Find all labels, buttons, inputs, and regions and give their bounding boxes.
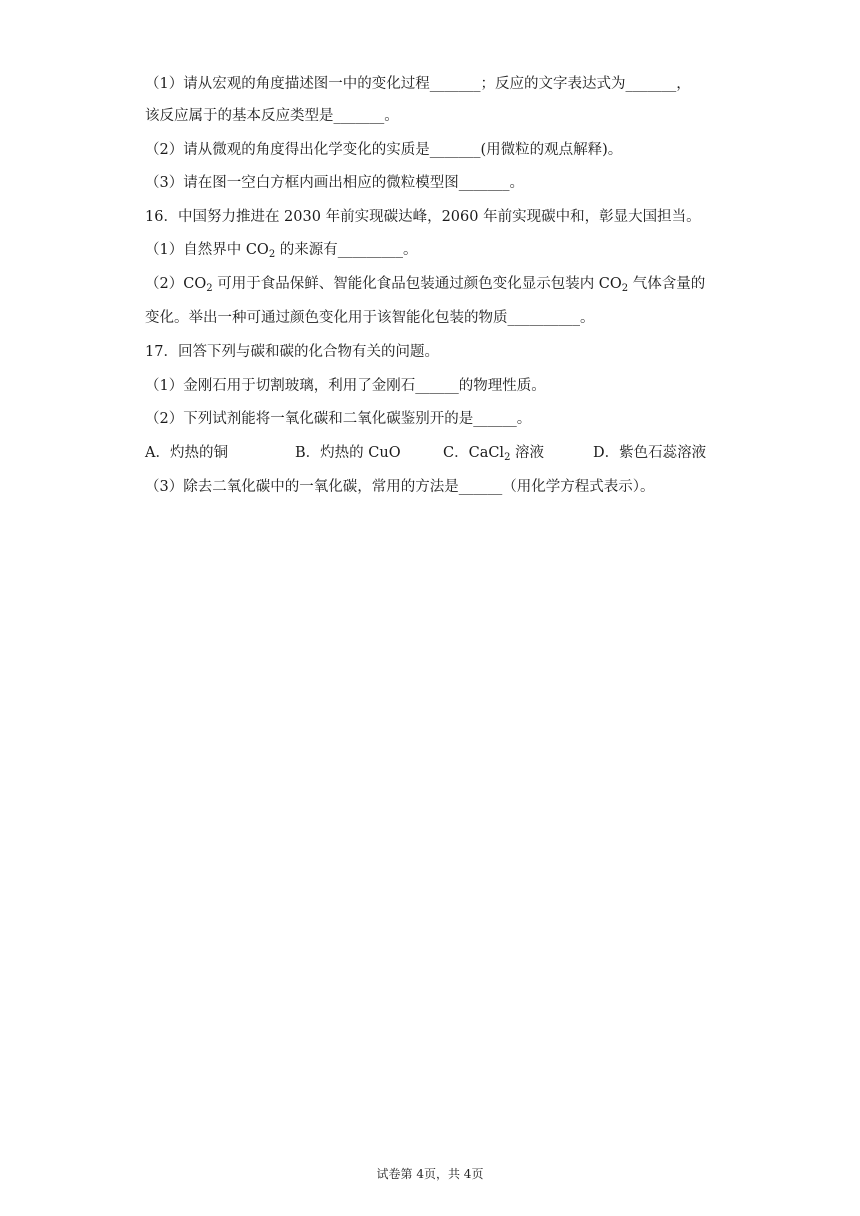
q15-part1-line2: 该反应属于的基本反应类型是_______。 [145,108,399,124]
q16-part2-line2: 变化。举出一种可通过颜色变化用于该智能化包装的物质__________。 [145,310,595,326]
q16-part1-text-a: （1）自然界中 CO [145,242,269,258]
q17-stem: 17．回答下列与碳和碳的化合物有关的问题。 [145,344,439,360]
q17-option-d: D．紫色石蕊溶液 [593,445,707,461]
q17-option-c-text-b: 溶液 [510,445,545,461]
q16-part2-line1 [145,274,705,294]
q16-stem: 16．中国努力推进在 2030 年前实现碳达峰，2060 年前实现碳中和，彰显大国担当。 [145,209,701,225]
q17-option-a: A．灼热的铜 [145,445,228,461]
q16-part2-text-a: （2）CO [145,276,207,292]
q16-part2-subscript-1: 2 [206,283,213,294]
q15-part2: （2）请从微观的角度得出化学变化的实质是_______(用微粒的观点解释)。 [145,142,623,158]
q16-part1 [145,240,418,260]
q16-part1-subscript: 2 [268,249,276,260]
q17-part1: （1）金刚石用于切割玻璃，利用了金刚石______的物理性质。 [145,378,546,394]
q17-option-c-text-a: C．CaCl [443,445,505,461]
q17-option-b: B．灼热的 CuO [295,445,401,461]
q17-part2: （2）下列试剂能将一氧化碳和二氧化碳鉴别开的是______。 [145,411,532,427]
page-footer: 试卷第 4页，共 4页 [376,1167,484,1181]
q15-part3: （3）请在图一空白方框内画出相应的微粒模型图_______。 [145,175,524,191]
q17-option-c-subscript: 2 [504,452,511,463]
q16-part1-text-b: 的来源有_________。 [275,242,418,258]
q17-part3: （3）除去二氧化碳中的一氧化碳，常用的方法是______（用化学方程式表示）。 [145,479,655,495]
q16-part2-text-c: 气体含量的 [628,276,706,292]
q15-part1-line1: （1）请从宏观的角度描述图一中的变化过程_______；反应的文字表达式为_______， [145,76,691,92]
q16-part2-subscript-2: 2 [621,283,629,294]
q17-option-c [443,443,544,463]
q16-part2-text-b: 可用于食品保鲜、智能化食品包装通过颜色变化显示包装内 CO [212,276,622,292]
